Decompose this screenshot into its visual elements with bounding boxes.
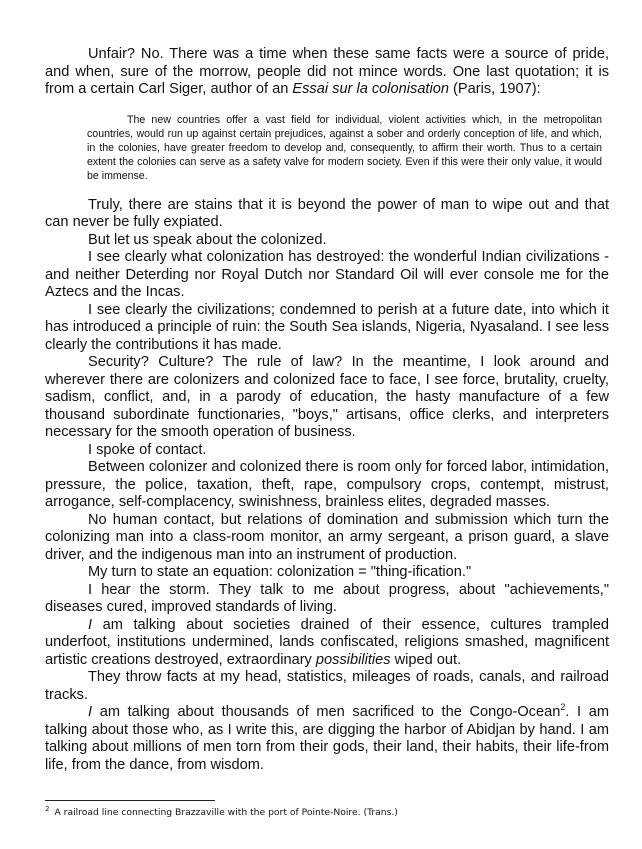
book-title: Essai sur la colonisation (292, 81, 449, 97)
emphasis: I (88, 616, 93, 633)
footnote-reference[interactable]: 2 (560, 702, 566, 713)
paragraph: My turn to state an equation: colonization = "thing-ification." (88, 564, 472, 580)
paragraph-text: (Paris, 1907): (448, 81, 541, 97)
emphasis: I (88, 704, 93, 720)
emphasis: possibilities (315, 651, 391, 668)
paragraph-societies (45, 617, 609, 670)
paragraph: I hear the storm. They talk to me about progress, about "achievements," diseases cured, improved standards of living. (45, 581, 609, 615)
paragraph: I spoke of contact. (88, 441, 207, 458)
paragraph-text: am talking about thousands of men sacrificed to the Congo-Ocean (92, 704, 561, 720)
footnote (45, 804, 605, 819)
block-quote: The new countries offer a vast field for individual, violent activities which, in the metropolitan countries, would run up against certain prejudices, against a sober and orderly conception of life, and which, in the colonies, have greater freedom to develop and, consequently, to affirm their worth. Thus to a certain extent the colonies can serve as a safety valve for modern society. Even if this were their only value, it would be immense. (87, 113, 602, 182)
paragraph-thousands (45, 704, 609, 774)
paragraph-text: am talking about societies drained of their essence, cultures trampled underfoot, institutions undermined, lands confiscated, religions smashed, magnificent artistic creations destroyed, extraordinary (45, 616, 609, 668)
paragraph: They throw facts at my head, statistics, mileages of roads, canals, and railroad tracks. (45, 669, 609, 703)
paragraph: I see clearly the civilizations; condemned to perish at a future date, into which it has introduced a principle of ruin: the South Sea islands, Nigeria, Nyasaland. I see less clearly the contributions it has made. (45, 301, 609, 353)
paragraph-unfair (45, 46, 609, 99)
paragraph-text: wiped out. (390, 651, 462, 668)
paragraph: Truly, there are stains that it is beyond the power of man to wipe out and that can never be fully expiated. (45, 196, 609, 230)
paragraph: I see clearly what colonization has destroyed: the wonderful Indian civilizations - and neither Deterding nor Royal Dutch nor Standard Oil will ever console me for the Aztecs and the Incas. (45, 249, 609, 300)
footnote-divider (45, 800, 215, 801)
body-text (45, 46, 609, 774)
footnote-mark: 2 (45, 804, 50, 813)
paragraph: Security? Culture? The rule of law? In the meantime, I look around and wherever there are colonizers and colonized face to face, I see force, brutality, cruelty, sadism, conflict, and, in a parody of education, the hasty manufacture of a few thousand subordinate functionaries, "boys," artisans, office clerks, and interpreters necessary for the smooth operation of business. (45, 354, 609, 440)
paragraph: But let us speak about the colonized. (88, 231, 327, 248)
paragraph-text: Unfair? No. There was a time when these same facts were a source of pride, and when, sure of the morrow, people did not mince words. One last quotation; it is from a certain Carl Siger, author of an (45, 46, 609, 97)
paragraph: No human contact, but relations of domination and submission which turn the colonizing man into a class-room monitor, an army sergeant, a prison guard, a slave driver, and the indigenous man into an instrument of production. (45, 511, 609, 563)
paragraph-text: . I am talking about those who, as I write this, are digging the harbor of Abidjan by hand. I am talking about millions of men torn from their gods, their land, their habits, their life-from life, from the dance, from wisdom. (45, 704, 609, 773)
footnote-text: A railroad line connecting Brazzaville with the port of Pointe-Noire. (Trans.) (54, 807, 398, 818)
paragraph: Between colonizer and colonized there is room only for forced labor, intimidation, pressure, the police, taxation, theft, rape, compulsory crops, contempt, mistrust, arrogance, self-complacency, swinishness, brainless elites, degraded masses. (45, 459, 609, 510)
